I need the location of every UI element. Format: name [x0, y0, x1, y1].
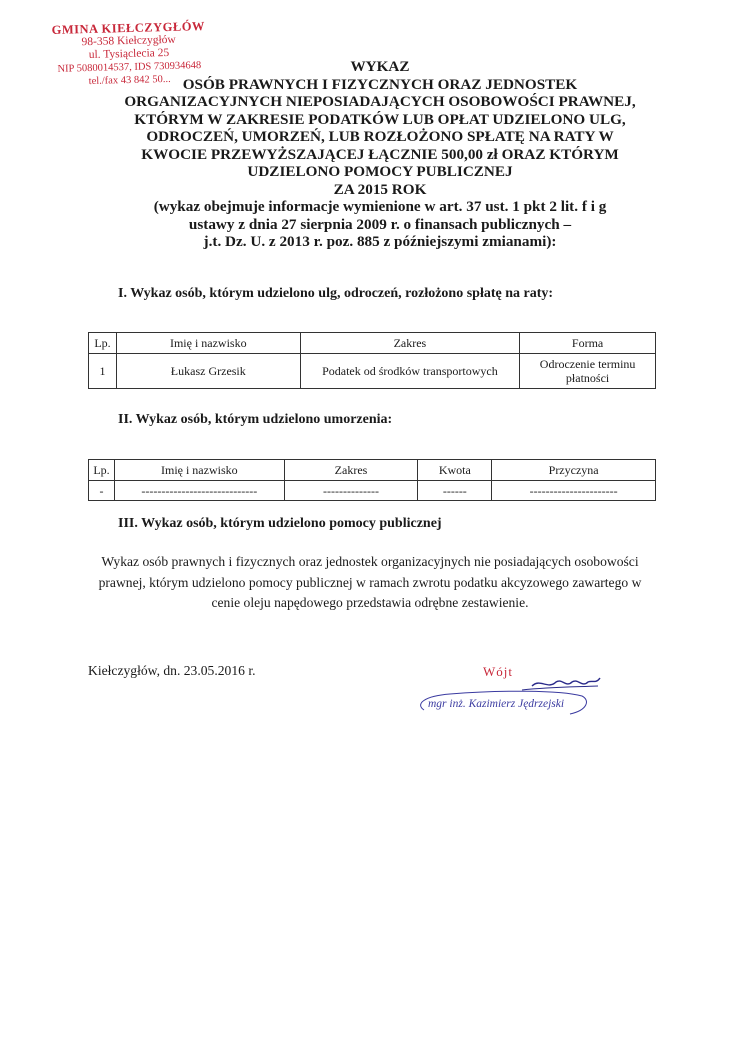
cell-amount: ------: [418, 481, 492, 501]
signature-name-stamp: mgr inż. Kazimierz Jędrzejski: [428, 698, 565, 710]
table-header-row: [89, 460, 656, 481]
stamp-line-street: ul. Tysiąclecia 25: [88, 46, 170, 62]
cell-name: -----------------------------: [114, 481, 284, 501]
document-heading: [80, 58, 680, 251]
header-cell: Zakres: [300, 333, 520, 354]
cell-scope: Podatek od środków transportowych: [300, 354, 520, 389]
cell-lp: -: [89, 481, 115, 501]
heading-line: j.t. Dz. U. z 2013 r. poz. 885 z późniejszymi zmianami):: [203, 233, 557, 250]
table-row: [89, 354, 656, 389]
stamp-line-municipality: GMINA KIEŁCZYGŁÓW: [51, 19, 206, 38]
cell-form: Odroczenie terminu płatności: [520, 354, 656, 389]
table-row: [89, 481, 656, 501]
heading-line: UDZIELONO POMOCY PUBLICZNEJ: [247, 163, 513, 180]
header-cell: Zakres: [284, 460, 418, 481]
table-header-row: [89, 333, 656, 354]
heading-line: ZA 2015 ROK: [333, 180, 427, 198]
cell-reason: ----------------------: [492, 481, 656, 501]
reliefs-table: [88, 332, 656, 389]
header-cell: Imię i nazwisko: [114, 460, 284, 481]
header-cell: Przyczyna: [492, 460, 656, 481]
public-aid-paragraph: Wykaz osób prawnych i fizycznych oraz jednostek organizacyjnych nie posiadających osobowości prawnej, którym udzielono pomocy publicznej w ramach zwrotu podatku akcyzowego zawartego w cenie oleju napędowego przedstawia odrębne zestawienie.: [98, 554, 642, 610]
header-cell: Forma: [520, 333, 656, 354]
stamp-line-postcode: 98-358 Kiełczygłów: [81, 33, 176, 49]
remissions-table: [88, 459, 656, 501]
cell-scope: --------------: [284, 481, 418, 501]
signature-title: Wójt: [483, 664, 513, 679]
stamp-line-phone: tel./fax 43 842 50...: [88, 73, 171, 88]
cell-name: Łukasz Grzesik: [116, 354, 300, 389]
heading-line: OSÓB PRAWNYCH I FIZYCZNYCH ORAZ JEDNOSTEK: [182, 75, 578, 93]
header-cell: Lp.: [89, 333, 117, 354]
place-and-date: Kiełczygłów, dn. 23.05.2016 r.: [88, 663, 256, 678]
heading-line: KTÓRYM W ZAKRESIE PODATKÓW LUB OPŁAT UDZIELONO ULG,: [134, 110, 626, 128]
section-3-title: III. Wykaz osób, którym udzielono pomocy publicznej: [118, 516, 442, 531]
stamp-line-nip: NIP 5080014537, IDS 730934648: [57, 60, 202, 75]
heading-line: ustawy z dnia 27 sierpnia 2009 r. o finansach publicznych –: [188, 215, 572, 233]
section-1-title: I. Wykaz osób, którym udzielono ulg, odroczeń, rozłożono spłatę na raty:: [118, 286, 554, 301]
heading-line: KWOCIE PRZEWYŻSZAJĄCEJ ŁĄCZNIE 500,00 zł ORAZ KTÓRYM: [141, 145, 619, 163]
heading-line: WYKAZ: [350, 58, 410, 75]
heading-line: ORGANIZACYJNYCH NIEPOSIADAJĄCYCH OSOBOWOŚCI PRAWNEJ,: [124, 93, 636, 110]
header-cell: Imię i nazwisko: [116, 333, 300, 354]
cell-lp: 1: [89, 354, 117, 389]
heading-line: ODROCZEŃ, UMORZEŃ, LUB ROZŁOŻONO SPŁATĘ NA RATY W: [146, 128, 614, 145]
section-2-title: II. Wykaz osób, którym udzielono umorzenia:: [118, 412, 393, 427]
header-cell: Kwota: [418, 460, 492, 481]
signature-block: [410, 660, 610, 730]
header-cell: Lp.: [89, 460, 115, 481]
heading-line: (wykaz obejmuje informacje wymienione w art. 37 ust. 1 pkt 2 lit. f i g: [153, 198, 607, 215]
